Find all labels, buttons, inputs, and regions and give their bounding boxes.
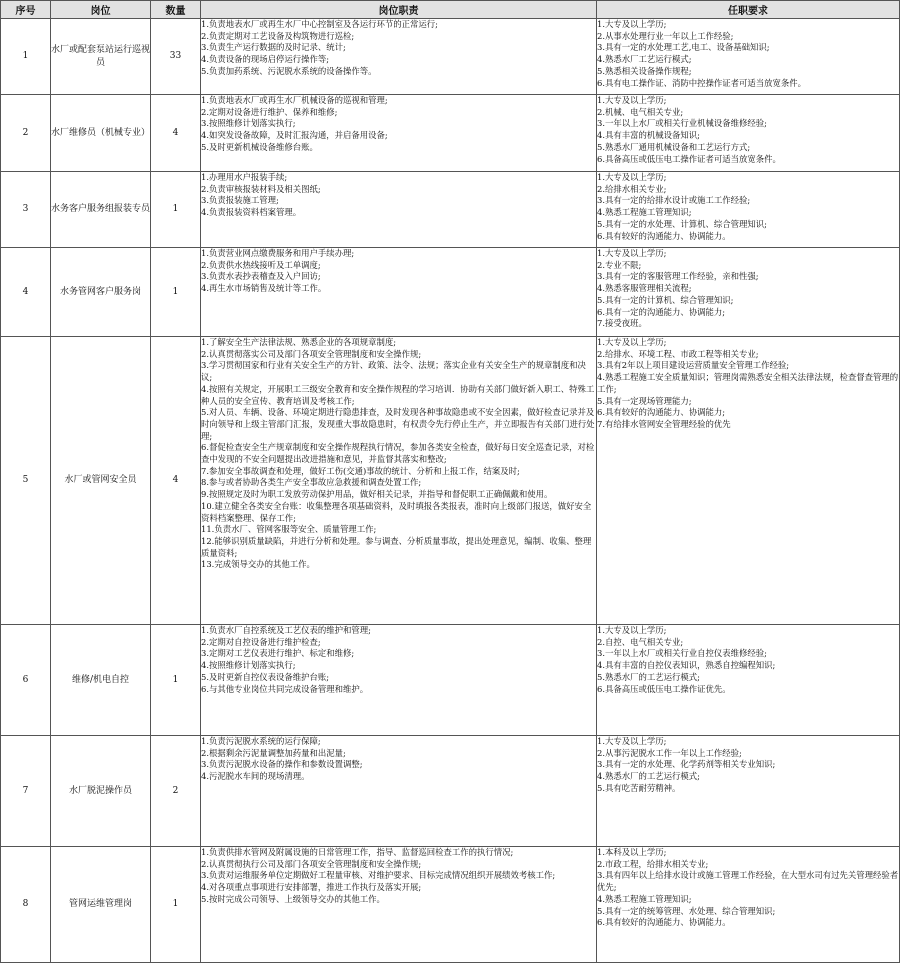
duty-item: 9.按照规定及时为职工发放劳动保护用品，做好相关记录，并指导和督促职工正确佩戴和使用。 xyxy=(201,489,553,500)
duty-item: 5.对人员、车辆、设备、环境定期进行隐患排查，及时发现各种事故隐患或不安全因素，做好检查记录并及时向领导和上级主管部门汇报，发现重大事故隐患时，有权责令先行停止生产，并立即报告有关部门进行处理; xyxy=(201,407,595,441)
duty-item: 13.完成领导交办的其他工作。 xyxy=(201,559,315,570)
row-position: 水厂脱泥操作员 xyxy=(51,736,151,847)
requirement-item: 1.大专及以上学历; xyxy=(597,736,667,746)
requirement-item: 5.具有一定的计算机、综合管理知识; xyxy=(597,294,734,305)
duty-item: 5.按时完成公司领导、上级领导交办的其他工作。 xyxy=(201,893,385,904)
requirement-item: 4.熟悉工程施工管理知识; xyxy=(597,893,692,904)
requirement-item: 1.大专及以上学历; xyxy=(597,95,667,105)
row-count: 4 xyxy=(151,95,201,172)
requirement-item: 6.具有较好的沟通能力、协调能力。 xyxy=(597,230,731,241)
row-duties xyxy=(201,248,597,337)
row-index: 7 xyxy=(1,736,51,847)
table-row xyxy=(1,625,900,736)
row-duties xyxy=(201,19,597,95)
row-count: 1 xyxy=(151,248,201,337)
duty-item: 11.负责水厂、管网客服等安全、质量管理工作; xyxy=(201,524,377,535)
row-requirements xyxy=(597,248,900,337)
requirement-item: 6.具有一定的沟通能力、协调能力; xyxy=(597,306,726,317)
duty-item: 2.根据剩余污泥量调整加药量和出泥量; xyxy=(201,747,346,758)
requirement-item: 1.大专及以上学历; xyxy=(597,625,667,635)
row-count: 2 xyxy=(151,736,201,847)
duty-item: 1.负责污泥脱水系统的运行保障; xyxy=(201,736,321,746)
duty-item: 10.建立健全各类安全台账：收集整理各项基础资料，及时填报各类报表，准时向上级部门报送，做好安全资料档案整理、保存工作; xyxy=(201,500,592,523)
requirement-item: 5.熟悉相关设备操作规程; xyxy=(597,65,692,76)
duty-item: 1.负责营业网点缴费服务和用户手续办理; xyxy=(201,248,355,258)
requirement-item: 2.从事水处理行业一年以上工作经验; xyxy=(597,30,734,41)
duty-item: 2.负责定期对工艺设备及构筑物进行巡检; xyxy=(201,30,355,41)
requirement-item: 3.一年以上水厂或相关行业自控仪表维修经验; xyxy=(597,648,767,659)
requirement-item: 4.具有丰富的自控仪表知识，熟悉自控编程知识; xyxy=(597,660,776,671)
requirement-item: 7.有给排水管网安全管理经验的优先 xyxy=(597,418,731,429)
row-index: 8 xyxy=(1,847,51,963)
row-requirements xyxy=(597,337,900,625)
duty-item: 2.负责审核报装材料及相关图纸; xyxy=(201,183,321,194)
row-requirements xyxy=(597,736,900,847)
row-index: 6 xyxy=(1,625,51,736)
requirement-item: 4.熟悉客服管理相关流程; xyxy=(597,283,692,294)
row-position: 维修/机电自控 xyxy=(51,625,151,736)
requirement-item: 4.熟悉工程施工安全质量知识；管理岗需熟悉安全相关法律法规，检查督查管理的工作; xyxy=(597,372,899,394)
row-position: 水厂维修员（机械专业） xyxy=(51,95,151,172)
duty-item: 3.负责生产运行数据的及时记录、统计; xyxy=(201,42,346,53)
requirement-item: 5.具有一定的统筹管理、水处理、综合管理知识; xyxy=(597,905,776,916)
requirement-item: 1.大专及以上学历; xyxy=(597,337,667,347)
requirement-item: 1.本科及以上学历; xyxy=(597,847,667,857)
row-count: 1 xyxy=(151,172,201,248)
duty-item: 4.负责设备的现场启停运行操作等; xyxy=(201,54,330,65)
requirement-item: 2.机械、电气相关专业; xyxy=(597,106,684,117)
requirement-item: 2.给排水相关专业; xyxy=(597,183,667,194)
requirement-item: 3.具有一定的给排水设计或施工工作经验; xyxy=(597,195,751,206)
requirement-item: 4.熟悉水厂的工艺运行模式; xyxy=(597,771,700,782)
duty-item: 6.督促检查安全生产规章制度和安全操作规程执行情况，参加各类安全检查，做好每日安全巡查记录，对检查中发现的不安全问题提出改进措施和意见，并监督其落实和整改; xyxy=(201,442,595,465)
table-row xyxy=(1,337,900,625)
row-count: 4 xyxy=(151,337,201,625)
duty-item: 4.按照维修计划落实执行; xyxy=(201,660,296,671)
row-duties xyxy=(201,847,597,963)
requirement-item: 2.自控、电气相关专业; xyxy=(597,636,684,647)
header-row xyxy=(1,1,900,19)
duty-item: 5.及时更新机械设备维修台账。 xyxy=(201,141,318,152)
requirement-item: 2.市政工程，给排水相关专业; xyxy=(597,858,709,869)
row-index: 1 xyxy=(1,19,51,95)
duty-item: 2.定期对自控设备进行维护检查; xyxy=(201,636,321,647)
requirement-item: 4.熟悉水厂工艺运行模式; xyxy=(597,54,692,65)
requirement-item: 7.接受夜班。 xyxy=(597,318,647,329)
row-duties xyxy=(201,337,597,625)
duty-item: 6.与其他专业岗位共同完成设备管理和维护。 xyxy=(201,683,369,694)
duty-item: 4.污泥脱水车间的现场清理。 xyxy=(201,771,310,782)
table-row xyxy=(1,172,900,248)
row-duties xyxy=(201,736,597,847)
row-position: 管网运维管理岗 xyxy=(51,847,151,963)
table-row xyxy=(1,847,900,963)
duty-item: 4.对各项重点事项进行安排部署，推进工作执行及落实开展; xyxy=(201,882,422,893)
requirement-item: 1.大专及以上学历; xyxy=(597,172,667,182)
header-position: 岗位 xyxy=(51,1,151,19)
table-row xyxy=(1,95,900,172)
row-index: 2 xyxy=(1,95,51,172)
requirement-item: 2.从事污泥脱水工作一年以上工作经验; xyxy=(597,747,742,758)
requirement-item: 3.一年以上水厂或相关行业机械设备维修经验; xyxy=(597,118,767,129)
row-position: 水厂或配套泵站运行巡视员 xyxy=(51,19,151,95)
duty-item: 3.负责水表抄表稽查及入户回访; xyxy=(201,271,321,282)
duty-item: 8.参与或者协助各类生产安全事故应急救援和调查处置工作; xyxy=(201,477,422,488)
duty-item: 1.负责地表水厂或再生水厂中心控制室及各运行环节的正常运行; xyxy=(201,19,438,29)
requirement-item: 5.具有一定现场管理能力; xyxy=(597,395,692,406)
table-row xyxy=(1,248,900,337)
requirement-item: 3.具有一定的水处理工艺,电工、设备基础知识; xyxy=(597,42,770,53)
row-position: 水厂或管网安全员 xyxy=(51,337,151,625)
row-count: 1 xyxy=(151,847,201,963)
row-requirements xyxy=(597,172,900,248)
requirement-item: 6.具备高压或低压电工操作证优先。 xyxy=(597,683,731,694)
duty-item: 12.能够识别质量缺陷，并进行分析和处理。参与调查、分析质量事故，提出处理意见，编制、收集、整理质量资料; xyxy=(201,535,592,558)
table-row xyxy=(1,19,900,95)
row-requirements xyxy=(597,19,900,95)
duty-item: 4.如突发设备故障，及时汇报沟通，并启备用设备; xyxy=(201,130,388,141)
requirement-item: 2.专业不限; xyxy=(597,259,642,270)
requirement-item: 2.给排水、环境工程、市政工程等相关专业; xyxy=(597,348,759,359)
duty-item: 3.负责报装施工管理; xyxy=(201,195,279,206)
duty-item: 3.学习贯彻国家和行业有关安全生产的方针、政策、法令、法规；落实企业有关安全生产的规章制度和决议; xyxy=(201,360,586,383)
requirement-item: 3.具有一定的水处理、化学药剂等相关专业知识; xyxy=(597,759,776,770)
header-count: 数量 xyxy=(151,1,201,19)
duty-item: 4.负责报装资料档案管理。 xyxy=(201,207,302,218)
requirement-item: 4.熟悉工程施工管理知识; xyxy=(597,207,692,218)
requirement-item: 5.熟悉水厂的工艺运行模式; xyxy=(597,671,700,682)
row-requirements xyxy=(597,625,900,736)
row-position: 水务客户服务组报装专员 xyxy=(51,172,151,248)
requirement-item: 3.具有2年以上项目建设运营质量安全管理工作经验; xyxy=(597,360,790,371)
duty-item: 1.了解安全生产法律法规、熟悉企业的各项规章制度; xyxy=(201,337,397,347)
duty-item: 1.负责地表水厂或再生水厂机械设备的巡视和管理; xyxy=(201,95,388,105)
header-requirements: 任职要求 xyxy=(597,1,900,19)
requirement-item: 6.具有电工操作证、消防中控操作证者可适当放宽条件。 xyxy=(597,77,806,88)
requirement-item: 5.具有一定的水处理、计算机、综合管理知识; xyxy=(597,218,767,229)
duty-item: 7.参加安全事故调查和处理，做好工伤(交通)事故的统计、分析和上报工作，结案及时; xyxy=(201,465,520,476)
row-duties xyxy=(201,172,597,248)
duty-item: 2.定期对设备进行维护、保养和维修; xyxy=(201,106,338,117)
duty-item: 3.负责对运维服务单位定期做好工程量审核、对维护要求、目标完成情况组织开展绩效考核工作; xyxy=(201,870,556,881)
requirement-item: 3.具有一定的客服管理工作经验，亲和性强; xyxy=(597,271,759,282)
row-index: 4 xyxy=(1,248,51,337)
row-requirements xyxy=(597,95,900,172)
duty-item: 3.按照维修计划落实执行; xyxy=(201,118,296,129)
row-duties xyxy=(201,95,597,172)
requirement-item: 3.具有四年以上给排水设计或施工管理工作经验，在大型水司有过先关管理经验者优先; xyxy=(597,870,899,893)
row-duties xyxy=(201,625,597,736)
row-index: 3 xyxy=(1,172,51,248)
duty-item: 1.负责水厂自控系统及工艺仪表的维护和管理; xyxy=(201,625,371,635)
duty-item: 1.负责供排水管网及附属设施的日常管理工作，指导、监督巡回检查工作的执行情况; xyxy=(201,847,514,857)
duty-item: 2.负责供水热线接听及工单调度; xyxy=(201,259,321,270)
requirement-item: 1.大专及以上学历; xyxy=(597,248,667,258)
table-row xyxy=(1,736,900,847)
requirement-item: 5.具有吃苦耐劳精神。 xyxy=(597,782,681,793)
duty-item: 2.认真贯彻落实公司及部门各项安全管理制度和安全操作规; xyxy=(201,348,422,359)
requirement-item: 1.大专及以上学历; xyxy=(597,19,667,29)
header-duties: 岗位职责 xyxy=(201,1,597,19)
requirement-item: 6.具备高压或低压电工操作证者可适当放宽条件。 xyxy=(597,153,781,164)
duty-item: 5.及时更新自控仪表设备维护台账; xyxy=(201,671,330,682)
requirement-item: 5.熟悉水厂通用机械设备和工艺运行方式; xyxy=(597,141,751,152)
duty-item: 2.认真贯彻执行公司及部门各项安全管理制度和安全操作规; xyxy=(201,858,422,869)
row-requirements xyxy=(597,847,900,963)
duty-item: 4.再生水市场销售及统计等工作。 xyxy=(201,283,327,294)
requirement-item: 6.具有较好的沟通能力、协调能力。 xyxy=(597,917,731,928)
duty-item: 4.按照有关规定，开展职工三级安全教育和安全操作规程的学习培训．协助有关部门做好新入职工、特殊工种人员的安全宣传、教育培训及考核工作; xyxy=(201,383,595,406)
row-count: 1 xyxy=(151,625,201,736)
requirement-item: 6.具有较好的沟通能力、协调能力; xyxy=(597,407,726,418)
header-index: 序号 xyxy=(1,1,51,19)
duty-item: 3.定期对工艺仪表进行维护、标定和维修; xyxy=(201,648,355,659)
duty-item: 5.负责加药系统、污泥脱水系统的设备操作等。 xyxy=(201,65,377,76)
duty-item: 1.办理用水户报装手续; xyxy=(201,172,288,182)
row-count: 33 xyxy=(151,19,201,95)
row-position: 水务管网客户服务岗 xyxy=(51,248,151,337)
row-index: 5 xyxy=(1,337,51,625)
requirement-item: 4.具有丰富的机械设备知识; xyxy=(597,130,700,141)
duty-item: 3.负责污泥脱水设备的操作和参数设置调整; xyxy=(201,759,363,770)
